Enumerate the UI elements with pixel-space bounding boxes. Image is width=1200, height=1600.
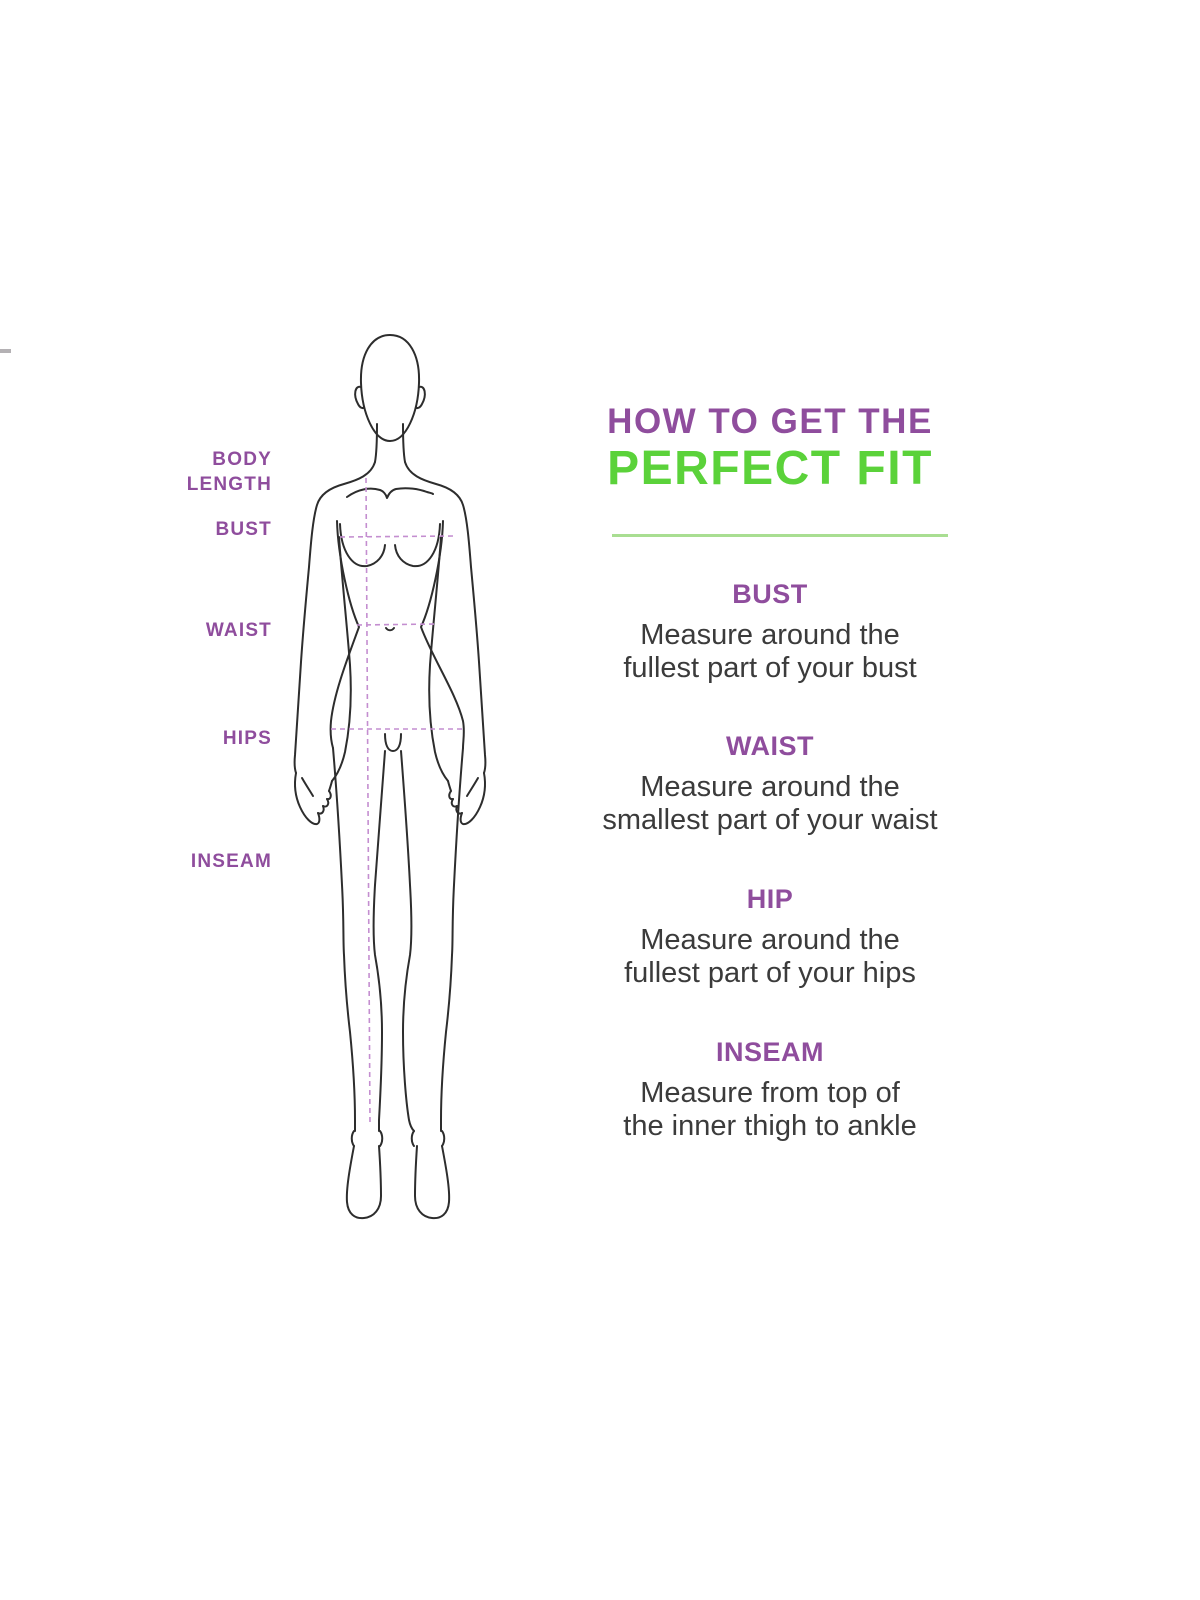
section-waist-line1: Measure around the <box>640 771 900 803</box>
figure-outline <box>295 335 486 1218</box>
female-body-outline-icon <box>260 325 520 1225</box>
page-title-line1: HOW TO GET THE <box>607 402 933 441</box>
section-hip-text <box>555 924 985 990</box>
page-title <box>555 402 985 494</box>
figure-illustration <box>260 325 520 1225</box>
body-length-measure-line <box>366 478 370 1125</box>
section-bust-title: BUST <box>732 579 808 609</box>
label-inseam: INSEAM <box>190 851 272 872</box>
waist-measure-line <box>357 624 437 625</box>
bust-measure-line <box>340 536 453 537</box>
section-hip <box>555 883 985 990</box>
section-bust-text <box>555 619 985 685</box>
label-hips: HIPS <box>222 728 272 749</box>
section-waist <box>555 730 985 837</box>
section-bust-line1: Measure around the <box>640 619 900 651</box>
label-bust: BUST <box>215 519 272 540</box>
section-waist-line2: smallest part of your waist <box>602 804 938 836</box>
label-waist: WAIST <box>205 620 272 641</box>
section-bust <box>555 578 985 685</box>
section-waist-text <box>555 771 985 837</box>
section-bust-line2: fullest part of your bust <box>623 652 917 684</box>
label-body-length <box>97 447 272 497</box>
section-inseam-line1: Measure from top of <box>640 1077 900 1109</box>
section-inseam <box>555 1036 985 1143</box>
page-edge-tick <box>0 349 11 353</box>
section-inseam-title: INSEAM <box>715 1037 824 1067</box>
section-hip-line1: Measure around the <box>640 924 900 956</box>
section-waist-title: WAIST <box>726 731 814 761</box>
title-divider <box>612 534 948 537</box>
section-inseam-line2: the inner thigh to ankle <box>623 1110 917 1142</box>
section-hip-title: HIP <box>746 884 794 914</box>
section-hip-line2: fullest part of your hips <box>624 957 916 989</box>
label-body-length-line1: BODY <box>212 449 272 470</box>
section-inseam-text <box>555 1077 985 1143</box>
label-body-length-line2: LENGTH <box>186 474 272 495</box>
page-title-line2: PERFECT FIT <box>607 442 933 495</box>
